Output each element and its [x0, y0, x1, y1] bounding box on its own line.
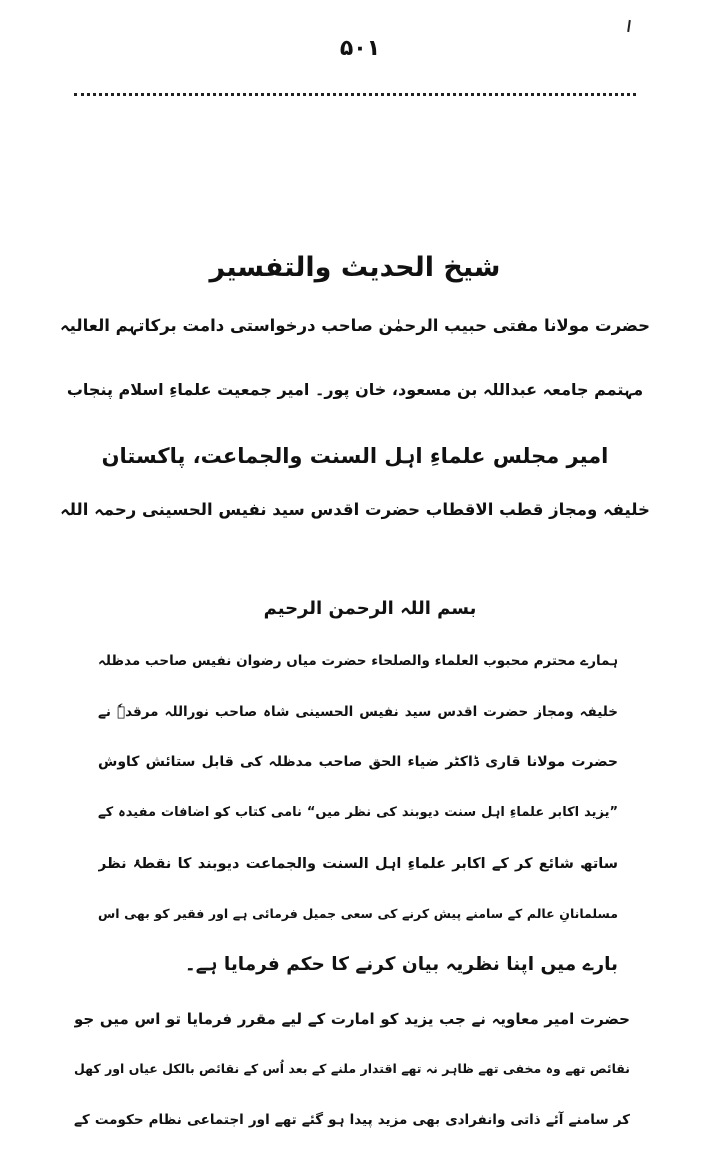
heading-title: شیخ الحدیث والتفسیر	[209, 252, 501, 283]
page-number: ۵۰۱	[339, 36, 381, 61]
paragraph1-line: خلیفہ ومجاز حضرت اقدس سید نفیس الحسینی شاہ صاحب نوراللہ مرقدہٗ نے	[98, 704, 618, 720]
paragraph1-line: بارے میں اپنا نظریہ بیان کرنے کا حکم فرمایا ہے۔	[184, 954, 618, 975]
paragraph1-line: مسلمانانِ عالم کے سامنے پیش کرنے کی سعی جمیل فرمائی ہے اور فقیر کو بھی اس	[98, 906, 618, 921]
paragraph2-line: حضرت امیر معاویہ نے جب یزید کو امارت کے لیے مقرر فرمایا تو اس میں جو	[74, 1010, 630, 1028]
paragraph1-line: ساتھ شائع کر کے اکابر علماءِ اہل السنت والجماعت دیوبند کا نقطۂ نظر	[98, 856, 618, 872]
header-dotted-rule	[74, 93, 636, 96]
heading-name: حضرت مولانا مفتی حبیب الرحمٰن صاحب درخواستی دامت برکاتہم العالیہ	[59, 316, 650, 335]
bismillah: بسم اللہ الرحمن الرحیم	[263, 598, 477, 619]
paragraph2-line: کر سامنے آئے ذاتی وانفرادی بھی مزید پیدا ہو گئے تھے اور اجتماعی نظام حکومت کے	[74, 1112, 630, 1128]
paragraph1-line: ہمارے محترم محبوب العلماء والصلحاء حضرت میاں رضوان نفیس صاحب مدظلہ	[98, 653, 618, 669]
paragraph1-line: ”یزید اکابر علماءِ اہل سنت دیوبند کی نظر میں“ نامی کتاب کو اضافات مفیدہ کے	[98, 805, 618, 820]
heading-role-line: امیر مجلس علماءِ اہل السنت والجماعت، پاکستان	[101, 444, 609, 468]
paragraph1-line: حضرت مولانا قاری ڈاکٹر ضیاء الحق صاحب مدظلہ کی قابل ستائش کاوش	[98, 754, 618, 770]
paragraph2-line: نقائص تھے وہ مخفی تھے ظاہر نہ تھے اقتدار ملنے کے بعد اُس کے نقائص بالکل عیاں اور کھل	[74, 1061, 630, 1076]
heading-role-line: مہتمم جامعہ عبداللہ بن مسعود، خان پور۔ امیر جمعیت علماءِ اسلام پنجاب	[66, 380, 644, 399]
heading-role-line: خلیفہ ومجاز قطب الاقطاب حضرت اقدس سید نفیس الحسینی رحمہ اللہ	[60, 500, 650, 519]
margin-mark	[627, 20, 631, 32]
